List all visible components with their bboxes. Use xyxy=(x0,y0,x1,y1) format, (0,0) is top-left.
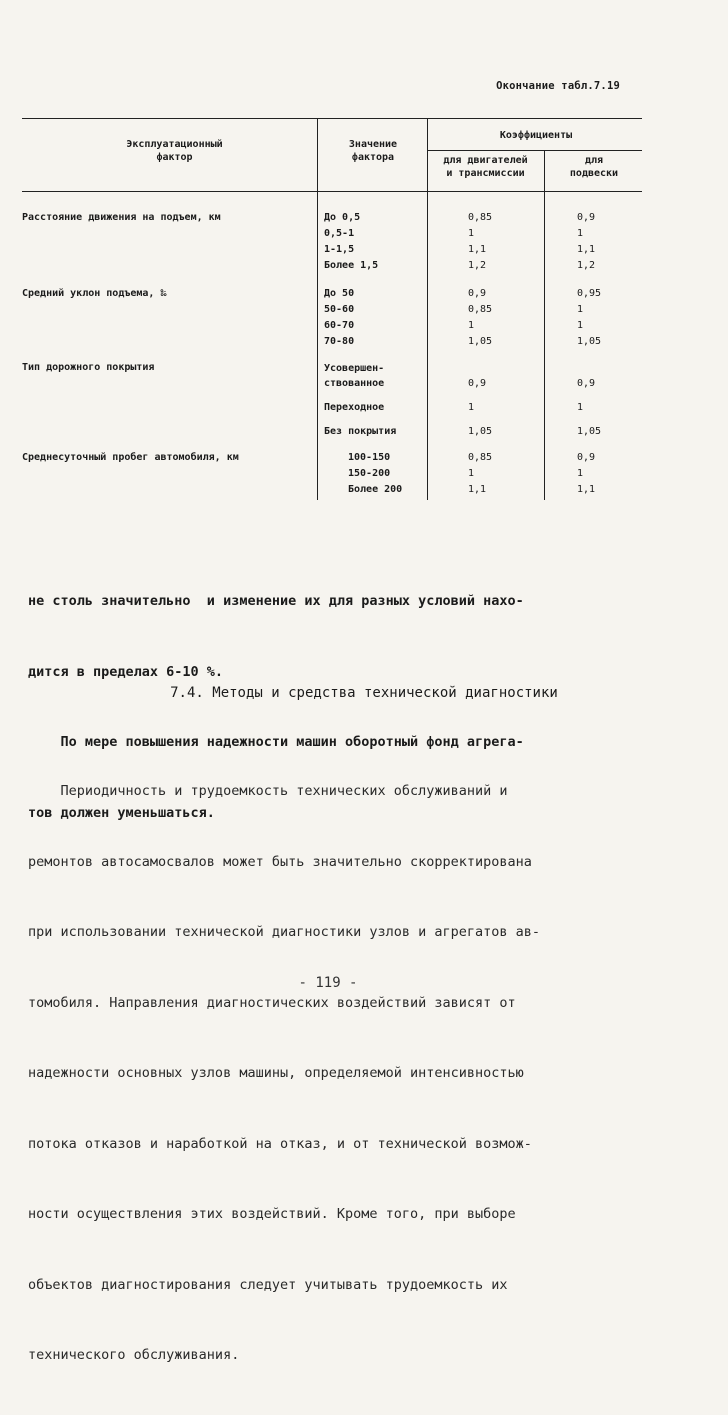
suspension-coef-cell: 1,1 xyxy=(577,484,596,495)
engine-coef-cell: 1,1 xyxy=(468,244,487,255)
engine-coef-cell: 1 xyxy=(468,402,475,413)
engine-coef-cell: 1 xyxy=(468,320,475,331)
header-value: Значение фактора xyxy=(348,139,398,163)
value-cell: 0,5-1 xyxy=(324,228,355,239)
value-cell: 60-70 xyxy=(324,320,355,331)
value-cell: ствованное xyxy=(324,378,385,389)
text-line: не столь значительно и изменение их для разных условий нахо- xyxy=(28,593,524,609)
body-paragraph-2 xyxy=(28,733,668,1415)
suspension-coef-cell: 1,05 xyxy=(577,336,602,347)
engine-coef-cell: 1,05 xyxy=(468,336,493,347)
header-coefficients: Коэффициенты xyxy=(499,130,573,141)
engine-coef-cell: 0,85 xyxy=(468,452,493,463)
text-line: томобиля. Направления диагностических воздействий зависят от xyxy=(28,994,516,1011)
value-cell: 70-80 xyxy=(324,336,355,347)
value-cell: Более 200 xyxy=(348,484,403,495)
header-suspension: для подвески xyxy=(569,155,619,179)
header-engine: для двигателей и трансмиссии xyxy=(443,155,528,179)
suspension-coef-cell: 1,05 xyxy=(577,426,602,437)
factor-slope: Средний уклон подъема, ‰ xyxy=(22,288,167,299)
text-line: надежности основных узлов машины, определяемой интенсивностью xyxy=(28,1065,524,1081)
suspension-coef-cell: 1,1 xyxy=(577,244,596,255)
value-cell: Более 1,5 xyxy=(324,260,379,271)
value-cell: До 0,5 xyxy=(324,212,361,223)
text-line: По мере повышения надежности машин оборотный фонд агрега- xyxy=(28,734,524,750)
suspension-coef-cell: 1 xyxy=(577,320,584,331)
suspension-coef-cell: 0,9 xyxy=(577,452,596,463)
text-line: объектов диагностирования следует учитывать трудоемкость их xyxy=(28,1276,508,1293)
header-factor: Эксплуатационный фактор xyxy=(126,139,223,163)
value-cell: До 50 xyxy=(324,288,355,299)
suspension-coef-cell: 1 xyxy=(577,228,584,239)
value-cell: Без покрытия xyxy=(324,426,397,437)
table-header-rule xyxy=(22,191,642,192)
factor-distance: Расстояние движения на подъем, км xyxy=(22,212,221,223)
factor-road-surface: Тип дорожного покрытия xyxy=(22,362,155,373)
page-number: - 119 - xyxy=(298,975,358,991)
suspension-coef-cell: 1 xyxy=(577,468,584,479)
text-line: тов должен уменьшаться. xyxy=(28,804,215,821)
value-cell: Переходное xyxy=(324,402,385,413)
text-line: Периодичность и трудоемкость технических обслуживаний и xyxy=(28,783,508,799)
engine-coef-cell: 0,9 xyxy=(468,288,487,299)
suspension-coef-cell: 0,9 xyxy=(577,212,596,223)
value-cell: 1-1,5 xyxy=(324,244,355,255)
text-line: ремонтов автосамосвалов может быть значительно скорректирована xyxy=(28,853,532,870)
suspension-coef-cell: 1,2 xyxy=(577,260,596,271)
value-cell: 100-150 xyxy=(348,452,391,463)
column-divider xyxy=(544,151,545,500)
suspension-coef-cell: 1 xyxy=(577,304,584,315)
text-line: технического обслуживания. xyxy=(28,1347,240,1363)
suspension-coef-cell: 0,95 xyxy=(577,288,602,299)
engine-coef-cell: 1 xyxy=(468,468,475,479)
table-caption: Окончание табл.7.19 xyxy=(496,80,620,92)
engine-coef-cell: 1,1 xyxy=(468,484,487,495)
factor-daily-mileage: Среднесуточный пробег автомобиля, км xyxy=(22,452,239,463)
suspension-coef-cell: 1 xyxy=(577,402,584,413)
engine-coef-cell: 0,85 xyxy=(468,212,493,223)
value-cell: 50-60 xyxy=(324,304,355,315)
text-line: потока отказов и наработкой на отказ, и от технической возмож- xyxy=(28,1135,532,1152)
value-cell: 150-200 xyxy=(348,468,391,479)
text-line: ности осуществления этих воздействий. Кроме того, при выборе xyxy=(28,1206,516,1222)
value-cell: Усовершен- xyxy=(324,363,385,374)
table-top-rule xyxy=(22,118,642,119)
engine-coef-cell: 1 xyxy=(468,228,475,239)
column-divider xyxy=(317,118,318,500)
text-line: дится в пределах 6-10 %. xyxy=(28,663,224,680)
engine-coef-cell: 0,9 xyxy=(468,378,487,389)
subheader-rule xyxy=(427,150,642,151)
section-heading: 7.4. Методы и средства технической диагностики xyxy=(170,685,558,701)
engine-coef-cell: 0,85 xyxy=(468,304,493,315)
engine-coef-cell: 1,2 xyxy=(468,260,487,271)
engine-coef-cell: 1,05 xyxy=(468,426,493,437)
suspension-coef-cell: 0,9 xyxy=(577,378,596,389)
text-line: при использовании технической диагностики узлов и агрегатов ав- xyxy=(28,924,541,940)
